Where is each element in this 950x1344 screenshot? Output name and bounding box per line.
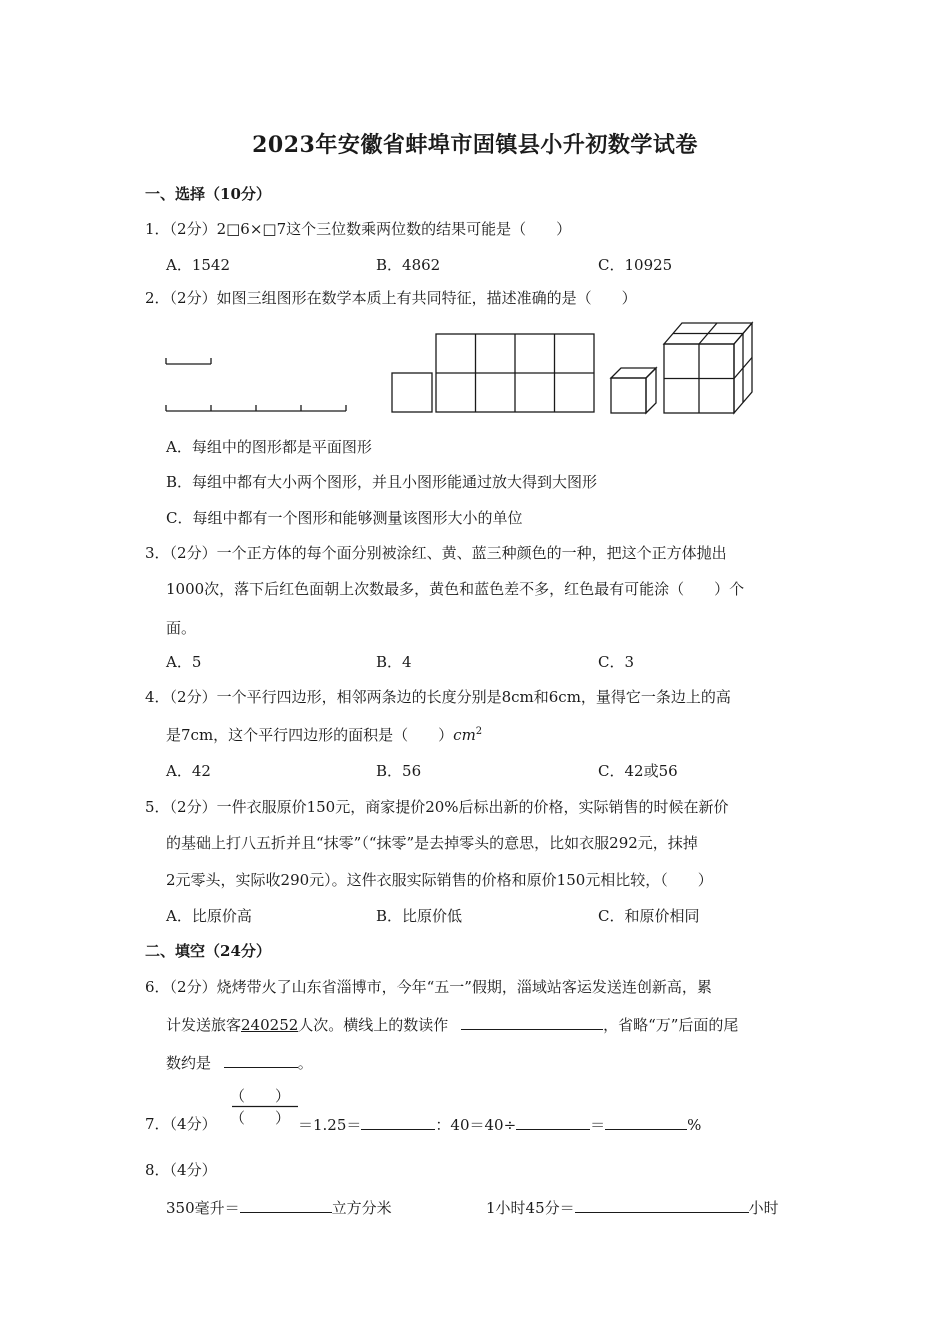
question-6-line3-post: 。 xyxy=(297,1054,313,1072)
question-3-line1: 3．（2分）一个正方体的每个面分别被涂红、黄、蓝三种颜色的一种，把这个正方体抛出 xyxy=(145,544,727,562)
question-2-text: 2．（2分）如图三组图形在数学本质上有共同特征，描述准确的是（ ） xyxy=(145,289,637,307)
question-7-blank-ratio[interactable] xyxy=(361,1113,435,1130)
question-4-unit-sup: 2 xyxy=(475,726,483,737)
question-4-line2-text: 是7cm，这个平行四边形的面积是（ ） xyxy=(166,726,454,744)
question-6-line3-pre: 数约是 xyxy=(166,1054,212,1072)
figure-group-cubes xyxy=(611,323,752,413)
question-1-option-b[interactable]: B．4862 xyxy=(376,256,441,274)
question-5-line3: 2元零头，实际收290元）。这件衣服实际销售的价格和原价150元相比较，（ ） xyxy=(166,871,713,889)
question-4-line1: 4．（2分）一个平行四边形，相邻两条边的长度分别是8cm和6cm，量得它一条边上的高 xyxy=(145,688,731,706)
question-7-percent: % xyxy=(687,1116,702,1134)
question-7-eq1: ＝1.25＝ xyxy=(298,1116,362,1134)
question-1-option-c[interactable]: C．10925 xyxy=(598,256,673,274)
question-4-line2 xyxy=(166,724,482,745)
question-5-line2: 的基础上打八五折并且“抹零”（“抹零”是去掉零头的意思，比如衣服292元，抹掉 xyxy=(166,834,698,852)
question-3-option-c[interactable]: C．3 xyxy=(598,653,635,671)
question-8-left-pre: 350毫升＝ xyxy=(166,1199,240,1217)
question-4-option-a[interactable]: A．42 xyxy=(166,762,211,780)
question-5-option-c[interactable]: C．和原价相同 xyxy=(598,907,700,925)
question-7-fraction-denominator[interactable]: （ ） xyxy=(230,1109,291,1127)
figure-group-squares xyxy=(392,334,594,412)
question-7-equation xyxy=(298,1113,701,1135)
question-7-blank-percent[interactable] xyxy=(605,1113,687,1130)
question-6-line1: 6．（2分）烧烤带火了山东省淄博市，今年“五一”假期，淄域站客运发送连创新高，累 xyxy=(145,978,712,996)
question-6-line2-post: ，省略“万”后面的尾 xyxy=(603,1016,739,1034)
question-8-left-post: 立方分米 xyxy=(331,1199,392,1217)
question-6-line2 xyxy=(166,1013,738,1035)
question-8-left xyxy=(166,1196,392,1218)
question-6-blank-reading[interactable] xyxy=(461,1013,603,1030)
question-5-option-b[interactable]: B．比原价低 xyxy=(376,907,463,925)
question-7-fraction-numerator[interactable]: （ ） xyxy=(230,1087,291,1105)
question-2-option-a[interactable]: A．每组中的图形都是平面图形 xyxy=(166,438,372,456)
section-choice-heading: 一、选择（10分） xyxy=(145,185,271,203)
question-6-number: 240252 xyxy=(241,1016,299,1034)
question-7-label: 7．（4分） xyxy=(145,1115,217,1133)
section-fill-heading: 二、填空（24分） xyxy=(145,942,271,960)
question-6-line2-mid: 人次。横线上的数读作 xyxy=(298,1016,449,1034)
question-2-option-b[interactable]: B．每组中都有大小两个图形，并且小图形能通过放大得到大图形 xyxy=(166,473,598,491)
question-5-line1: 5．（2分）一件衣服原价150元，商家提价20%后标出新的价格，实际销售的时候在新价 xyxy=(145,798,729,816)
question-8-right xyxy=(486,1196,779,1218)
page-title: 2023年安徽省蚌埠市固镇县小升初数学试卷 xyxy=(252,132,698,158)
question-6-line3 xyxy=(166,1051,313,1073)
question-1-option-a[interactable]: A．1542 xyxy=(166,256,231,274)
question-4-option-c[interactable]: C．42或56 xyxy=(598,762,678,780)
question-6-blank-approx[interactable] xyxy=(224,1051,298,1068)
question-8-blank-hours[interactable] xyxy=(575,1196,749,1213)
question-7-colon: ：40＝40÷ xyxy=(435,1116,517,1134)
question-3-line3: 面。 xyxy=(166,619,197,637)
question-8-blank-volume[interactable] xyxy=(240,1196,332,1213)
question-8-right-pre: 1小时45分＝ xyxy=(486,1199,575,1217)
question-4-unit: cm xyxy=(453,726,476,744)
question-8-right-post: 小时 xyxy=(748,1199,779,1217)
question-2-option-c[interactable]: C．每组中都有一个图形和能够测量该图形大小的单位 xyxy=(166,509,523,527)
question-5-option-a[interactable]: A．比原价高 xyxy=(166,907,252,925)
question-3-option-b[interactable]: B．4 xyxy=(376,653,412,671)
question-1-text: 1．（2分）2□6×□7这个三位数乘两位数的结果可能是（ ） xyxy=(145,220,572,238)
question-2-figure xyxy=(160,318,770,418)
figure-group-segments xyxy=(166,358,346,411)
question-7-eq2: ＝ xyxy=(590,1116,606,1134)
question-6-line2-pre: 计发送旅客 xyxy=(166,1016,242,1034)
question-8-label: 8．（4分） xyxy=(145,1161,217,1179)
question-3-option-a[interactable]: A．5 xyxy=(166,653,202,671)
question-4-option-b[interactable]: B．56 xyxy=(376,762,422,780)
question-7-blank-division[interactable] xyxy=(516,1113,590,1130)
question-3-line2: 1000次，落下后红色面朝上次数最多，黄色和蓝色差不多，红色最有可能涂（ ）个 xyxy=(166,580,745,598)
